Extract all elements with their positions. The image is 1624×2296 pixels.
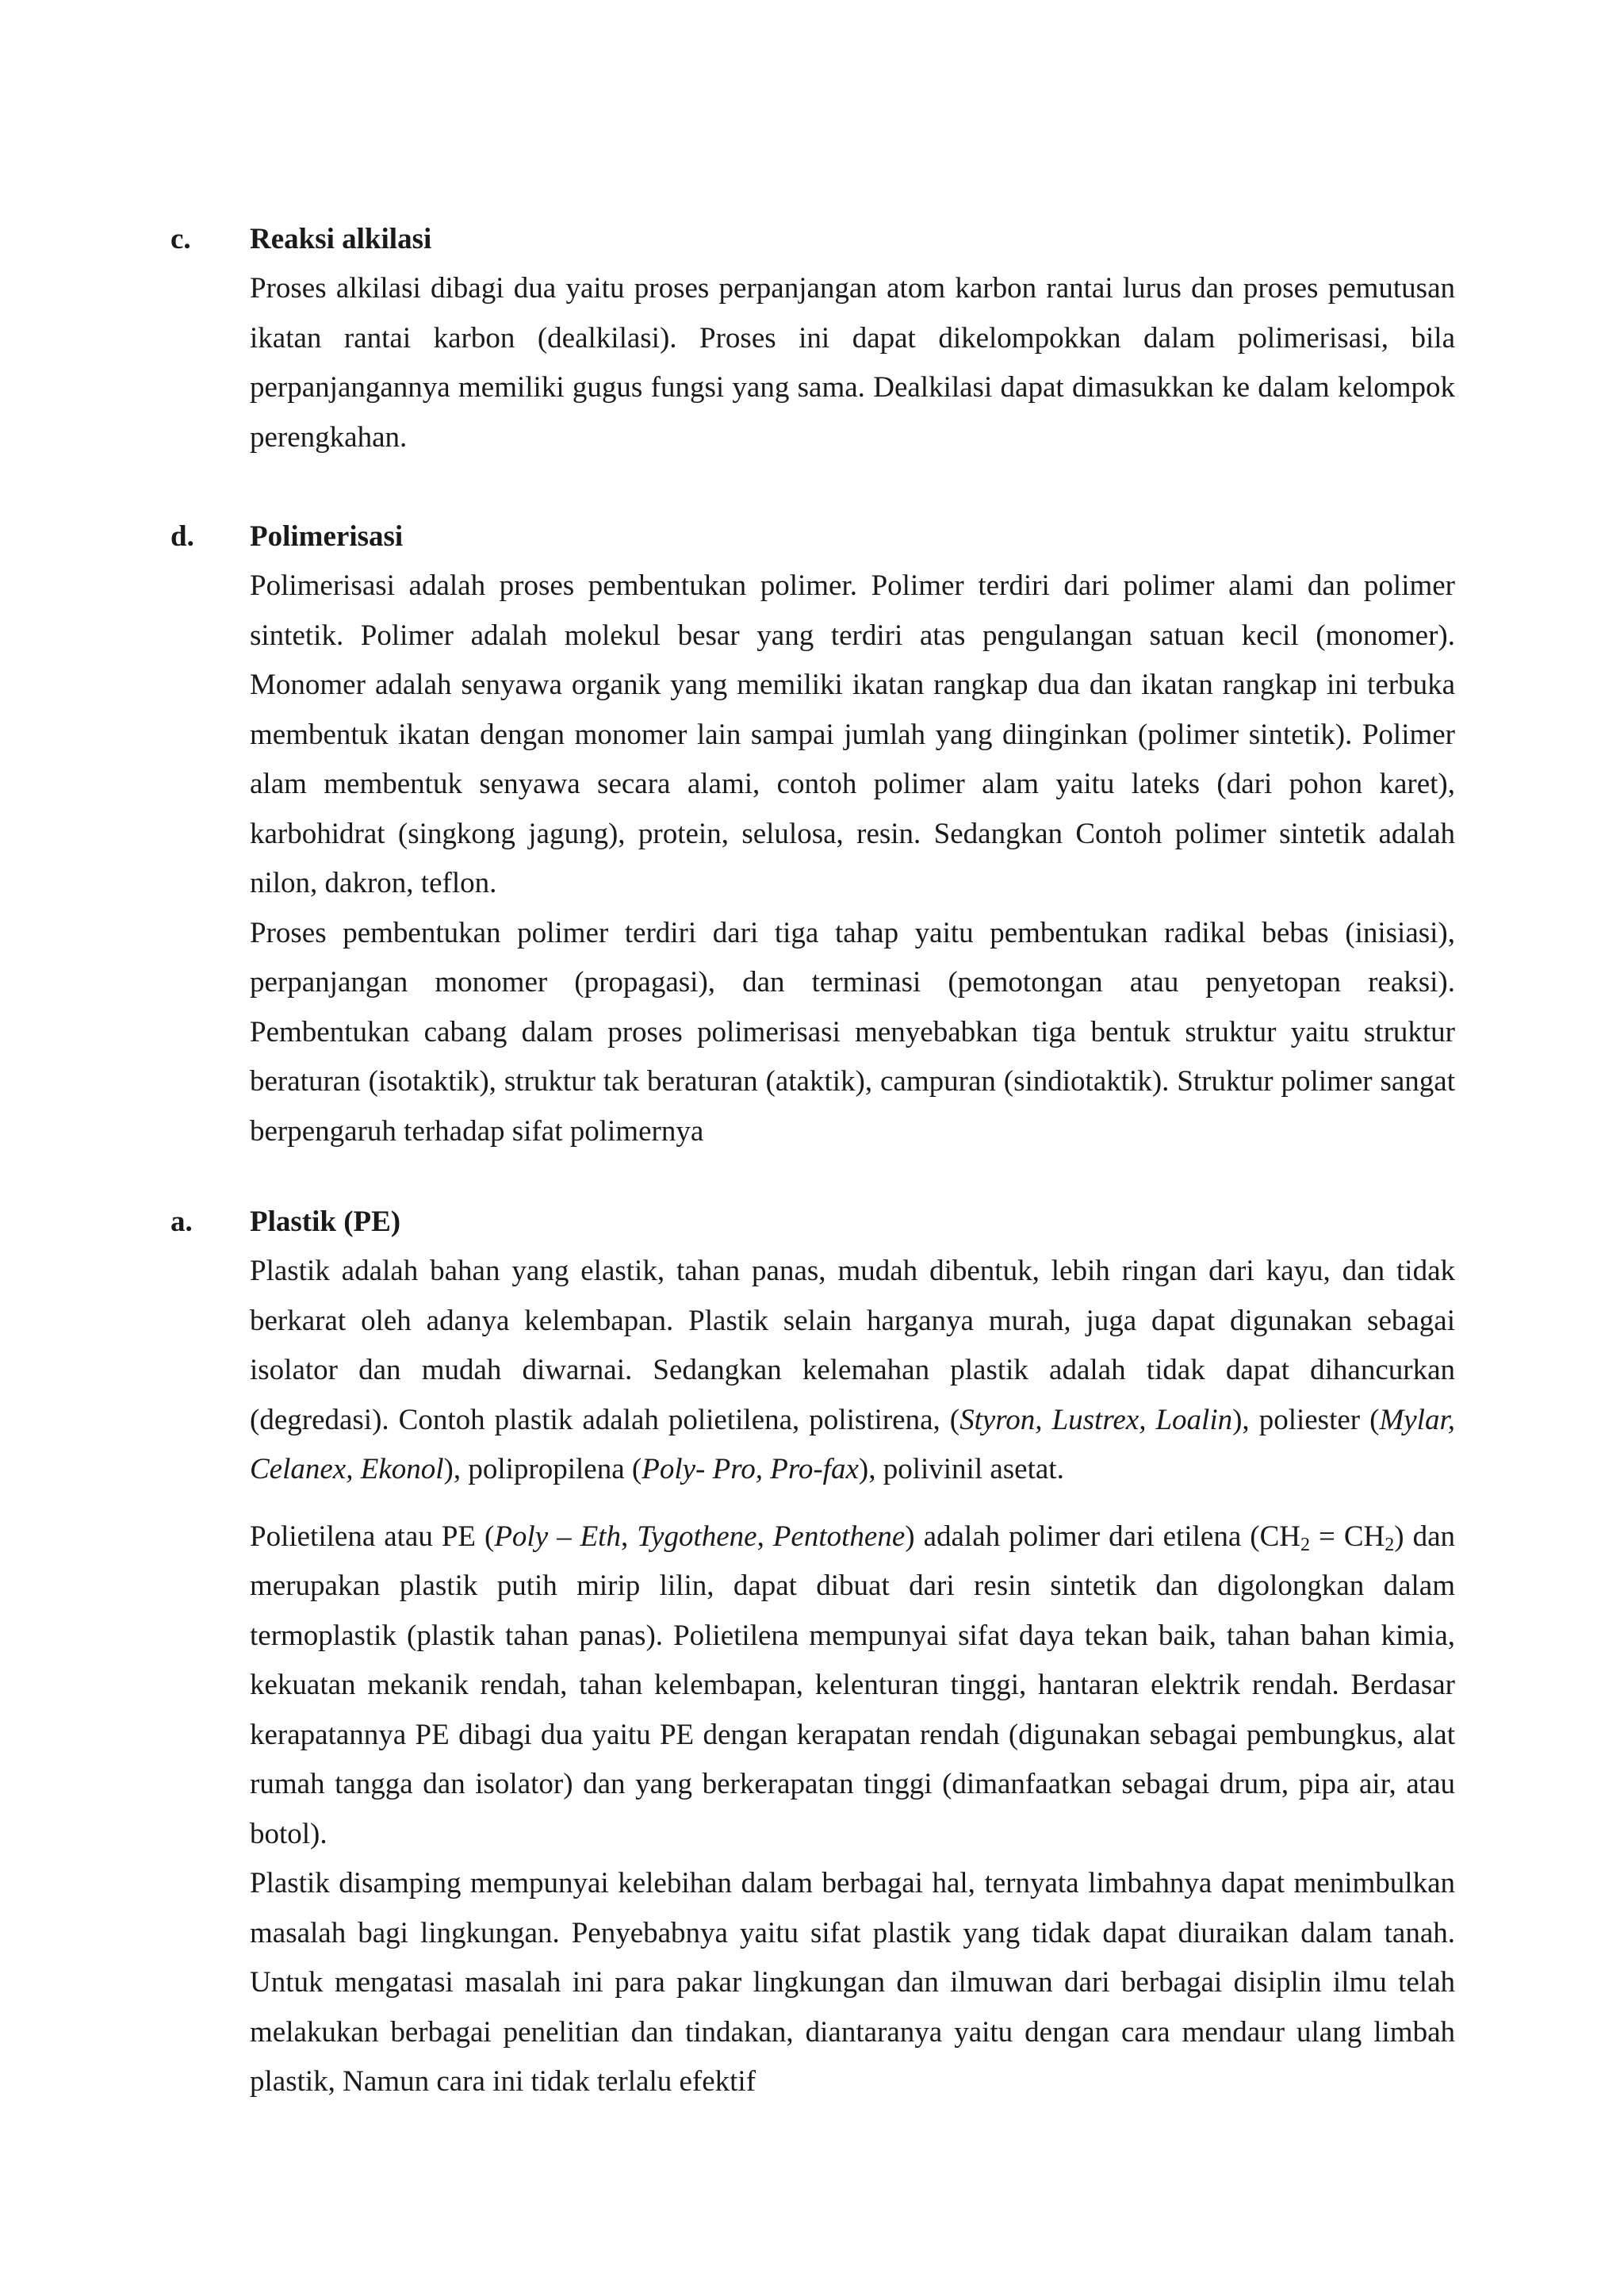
section-reaksi-alkilasi [170, 215, 1455, 462]
text-run: = CH [1310, 1520, 1385, 1553]
text-run: ) adalah polimer dari etilena (CH [905, 1520, 1300, 1553]
text-run: , [756, 1520, 773, 1553]
subscript: 2 [1385, 1534, 1395, 1555]
subscript: 2 [1300, 1534, 1311, 1555]
paragraph: Proses alkilasi dibagi dua yaitu proses perpanjangan atom karbon rantai lurus dan proses pemutusan ikatan rantai karbon (dealkilasi). Proses ini dapat dikelompokkan dalam polimerisasi, bila perpanjangannya memiliki gugus fungsi yang sama. Dealkilasi dapat dimasukkan ke dalam kelompok perengkahan. [250, 272, 1455, 454]
section-body [250, 562, 1455, 1156]
paragraph-polietilena [250, 1512, 1455, 1860]
section-heading [170, 512, 1455, 562]
section-heading [170, 1198, 1455, 1247]
italic-run: Poly – Eth [494, 1520, 621, 1553]
section-letter: d. [170, 520, 194, 553]
text-run: Plastik adalah bahan yang elastik, tahan panas, mudah dibentuk, lebih ringan dari kayu, dan tidak berkarat oleh adanya kelembapan. Plastik selain harganya murah, juga dapat digunakan sebagai isolator dan mudah diwarnai. Sedangkan kelemahan plastik adalah tidak dapat dihancurkan (degredasi). Contoh plastik adalah polietilena, polistirena, ( [250, 1255, 1455, 1436]
paragraph: Proses pembentukan polimer terdiri dari tiga tahap yaitu pembentukan radikal bebas (inisiasi), perpanjangan monomer (propagasi), dan terminasi (pemotongan atau penyetopan reaksi). Pembentukan cabang dalam proses polimerisasi menyebabkan tiga bentuk struktur yaitu struktur beraturan (isotaktik), struktur tak beraturan (ataktik), campuran (sindiotaktik). Struktur polimer sangat berpengaruh terhadap sifat polimernya [250, 916, 1455, 1148]
section-plastik-pe [170, 1198, 1455, 2107]
italic-run: Styron, Lustrex, Loalin [959, 1403, 1233, 1436]
paragraph-limbah-plastik: Plastik disamping mempunyai kelebihan dalam berbagai hal, ternyata limbahnya dapat menimbulkan masalah bagi lingkungan. Penyebabnya yaitu sifat plastik yang tidak dapat diuraikan dalam tanah. Untuk mengatasi masalah ini para pakar lingkungan dan ilmuwan dari berbagai disiplin ilmu telah melakukan berbagai penelitian dan tindakan, diantaranya yaitu dengan cara mendaur ulang limbah plastik, Namun cara ini tidak terlalu efektif [250, 1867, 1455, 2098]
italic-run: Mylar, Celanex, Ekonol [250, 1403, 1456, 1485]
text-run: ), polivinil asetat. [858, 1453, 1064, 1485]
section-body [250, 264, 1455, 462]
section-title: Plastik (PE) [250, 1205, 401, 1238]
section-title: Polimerisasi [250, 520, 404, 553]
text-run: ), poliester ( [1232, 1403, 1380, 1436]
paragraph: Polimerisasi adalah proses pembentukan polimer. Polimer terdiri dari polimer alami dan polimer sintetik. Polimer adalah molekul besar yang terdiri atas pengulangan satuan kecil (monomer). Monomer adalah senyawa organik yang memiliki ikatan rangkap dua dan ikatan rangkap ini terbuka membentuk ikatan dengan monomer lain sampai jumlah yang diinginkan (polimer sintetik). Polimer alam membentuk senyawa secara alami, contoh polimer alam yaitu lateks (dari pohon karet), karbohidrat (singkong jagung), protein, selulosa, resin. Sedangkan Contoh polimer sintetik adalah nilon, dakron, teflon. [250, 569, 1455, 899]
italic-run: Pentothene [772, 1520, 906, 1553]
italic-run: Poly- Pro, Pro-fax [642, 1453, 859, 1485]
text-run: ), polipropilena ( [443, 1453, 642, 1485]
italic-run: Tygothene [637, 1520, 757, 1553]
text-run: ) dan merupakan plastik putih mirip lilin, dapat dibuat dari resin sintetik dan digolongkan dalam termoplastik (plastik tahan panas). Polietilena mempunyai sifat daya tekan baik, tahan bahan kimia, kekuatan mekanik rendah, tahan kelembapan, kelenturan tinggi, hantaran elektrik rendah. Berdasar kerapatannya PE dibagi dua yaitu PE dengan kerapatan rendah (digunakan sebagai pembungkus, alat rumah tangga dan isolator) dan yang berkerapatan tinggi (dimanfaatkan sebagai drum, pipa air, atau botol). [250, 1520, 1456, 1850]
section-title: Reaksi alkilasi [250, 223, 432, 255]
text-run: Polietilena atau PE ( [250, 1520, 495, 1553]
section-body [250, 1247, 1455, 2107]
text-run: , [620, 1520, 638, 1553]
section-letter: c. [170, 223, 191, 255]
paragraph-plastik-intro [250, 1247, 1455, 1495]
section-letter: a. [170, 1205, 193, 1238]
section-heading [170, 215, 1455, 264]
section-polimerisasi [170, 512, 1455, 1156]
